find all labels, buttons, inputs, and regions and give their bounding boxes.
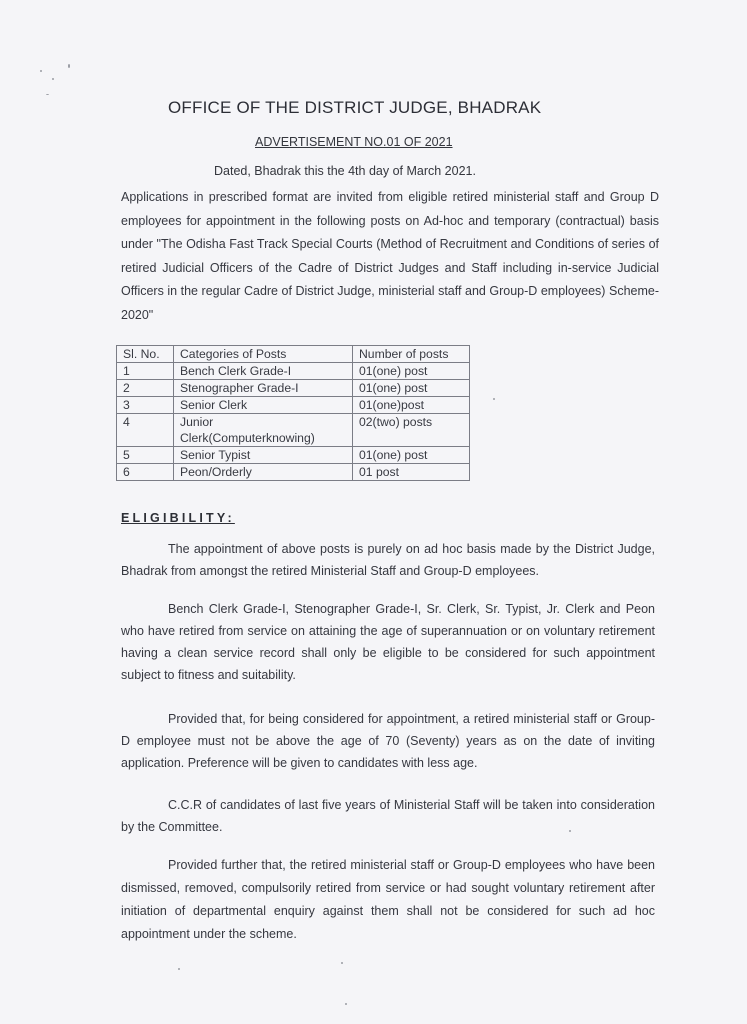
scan-speck [345, 1003, 347, 1005]
scan-speck [52, 78, 54, 80]
table-row [117, 397, 470, 414]
cell-sl: 4 [117, 414, 174, 447]
cell-number: 01(one) post [353, 447, 470, 464]
scan-speck [178, 968, 180, 970]
eligibility-paragraph: The appointment of above posts is purely on ad hoc basis made by the District Judge, Bhadrak from amongst the retired Ministerial Staff and Group-D employees. [121, 542, 655, 578]
cell-sl: 2 [117, 380, 174, 397]
scan-speck [68, 64, 70, 68]
table-row [117, 380, 470, 397]
scan-speck [46, 94, 49, 95]
header-number: Number of posts [353, 346, 470, 363]
cell-category: Junior Clerk(Computerknowing) [174, 414, 353, 447]
cell-category: Senior Clerk [174, 397, 353, 414]
eligibility-heading: ELIGIBILITY: [121, 511, 235, 525]
cell-category: Peon/Orderly [174, 464, 353, 481]
scan-speck [341, 962, 343, 964]
scan-speck [493, 398, 495, 400]
cell-sl: 5 [117, 447, 174, 464]
eligibility-paragraph: Provided that, for being considered for appointment, a retired ministerial staff or Group-D employee must not be above the age of 70 (Seventy) years as on the date of inviting application. Preference will be given to candidates with less age. [121, 712, 655, 770]
cell-number: 02(two) posts [353, 414, 470, 447]
cell-sl: 6 [117, 464, 174, 481]
cell-number: 01(one) post [353, 380, 470, 397]
cell-number: 01(one) post [353, 363, 470, 380]
header-category: Categories of Posts [174, 346, 353, 363]
advertisement-number: ADVERTISEMENT NO.01 OF 2021 [255, 135, 453, 149]
cell-number: 01(one)post [353, 397, 470, 414]
table-row [117, 363, 470, 380]
cell-sl: 1 [117, 363, 174, 380]
cell-number: 01 post [353, 464, 470, 481]
cell-sl: 3 [117, 397, 174, 414]
cell-category: Stenographer Grade-I [174, 380, 353, 397]
date-line: Dated, Bhadrak this the 4th day of March 2021. [214, 164, 476, 178]
header-sl-no: Sl. No. [117, 346, 174, 363]
scan-speck [569, 830, 571, 832]
cell-category: Bench Clerk Grade-I [174, 363, 353, 380]
office-title: OFFICE OF THE DISTRICT JUDGE, BHADRAK [168, 98, 542, 117]
table-row [117, 414, 470, 447]
cell-category: Senior Typist [174, 447, 353, 464]
scan-speck [40, 70, 42, 72]
eligibility-paragraph: Provided further that, the retired ministerial staff or Group-D employees who have been dismissed, removed, compulsorily retired from service or had sought voluntary retirement after initiation of departmental enquiry against them shall not be considered for such ad hoc appointment under the scheme. [121, 858, 655, 941]
posts-table [116, 345, 470, 481]
table-row [117, 447, 470, 464]
eligibility-paragraph: C.C.R of candidates of last five years of Ministerial Staff will be taken into consideration by the Committee. [121, 798, 655, 834]
table-row [117, 464, 470, 481]
intro-paragraph: Applications in prescribed format are invited from eligible retired ministerial staff and Group D employees for appointment in the following posts on Ad-hoc and temporary (contractual) basis under "The Odisha Fast Track Special Courts (Method of Recruitment and Conditions of series of retired Judicial Officers of the Cadre of District Judges and Staff including in-service Judicial Officers in the regular Cadre of District Judge, ministerial staff and Group-D employees) Scheme-2020" [121, 190, 659, 322]
table-header-row [117, 346, 470, 363]
eligibility-paragraph: Bench Clerk Grade-I, Stenographer Grade-I, Sr. Clerk, Sr. Typist, Jr. Clerk and Peon who have retired from service on attaining the age of superannuation or on voluntary retirement having a clean service record shall only be eligible to be considered for such appointment subject to fitness and suitability. [121, 602, 655, 682]
